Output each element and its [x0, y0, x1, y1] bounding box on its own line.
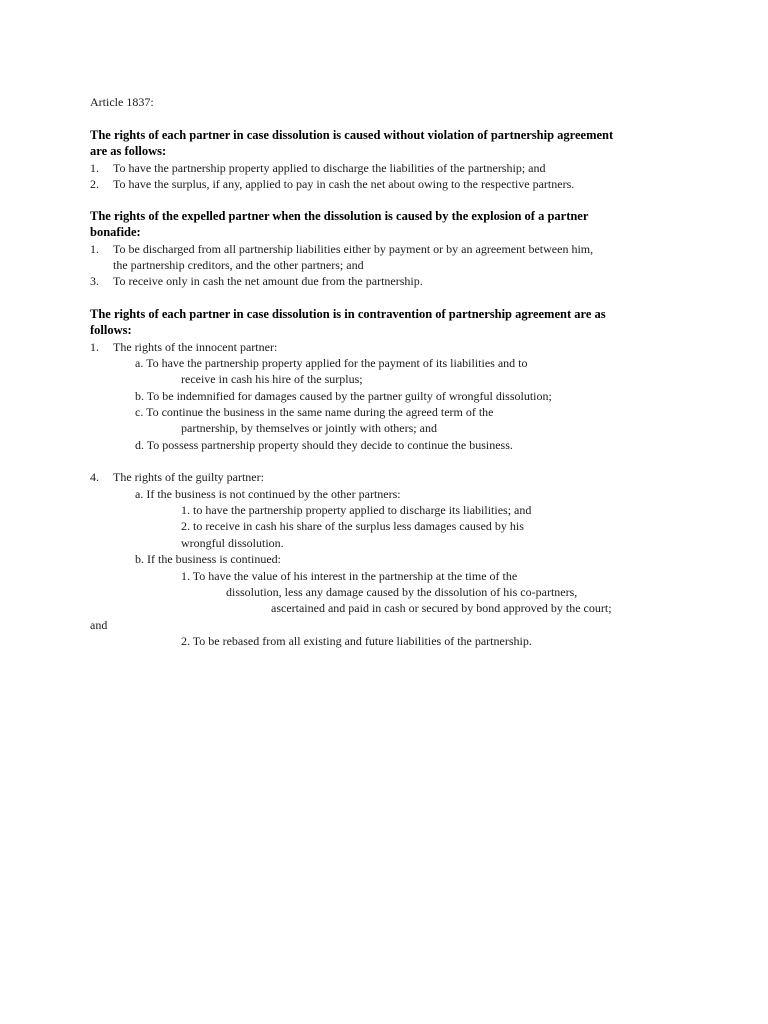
guilty-item-a-1: 1. to have the partnership property applied to discharge its liabilities; and: [181, 503, 532, 517]
guilty-item-b-2: 2. To be rebased from all existing and future liabilities of the partnership.: [181, 634, 532, 648]
innocent-item-c-line1: c. To continue the business in the same name during the agreed term of the: [135, 405, 494, 419]
innocent-partner-number: 1.: [90, 340, 99, 354]
section1-heading-line1: The rights of each partner in case dissolution is caused without violation of partnership agreement: [90, 128, 614, 142]
guilty-item-b-1-line1: 1. To have the value of his interest in the partnership at the time of the: [181, 569, 518, 583]
innocent-item-d: d. To possess partnership property should they decide to continue the business.: [135, 438, 513, 452]
innocent-item-c-line2: partnership, by themselves or jointly with others; and: [181, 421, 437, 435]
section2-heading-line2: bonafide:: [90, 225, 141, 239]
section2-item-1-number: 1.: [90, 242, 99, 256]
innocent-item-b: b. To be indemnified for damages caused by the partner guilty of wrongful dissolution;: [135, 389, 552, 403]
section2-item-3-number: 3.: [90, 274, 99, 288]
guilty-item-b-1-line3: ascertained and paid in cash or secured by bond approved by the court;: [271, 601, 612, 615]
guilty-item-a: a. If the business is not continued by the other partners:: [135, 487, 401, 501]
guilty-item-a-2-line2: wrongful dissolution.: [181, 536, 284, 550]
innocent-item-a-line2: receive in cash his hire of the surplus;: [181, 372, 363, 386]
section2-item-1-line1: To be discharged from all partnership liabilities either by payment or by an agreement between him,: [113, 242, 594, 256]
and-word: and: [90, 618, 108, 632]
section2-item-1-line2: the partnership creditors, and the other partners; and: [113, 258, 364, 272]
innocent-partner-label: The rights of the innocent partner:: [113, 340, 278, 354]
section3-heading-line2: follows:: [90, 323, 132, 337]
guilty-item-b: b. If the business is continued:: [135, 552, 281, 566]
section1-item-1-number: 1.: [90, 161, 99, 175]
guilty-item-a-2-line1: 2. to receive in cash his share of the surplus less damages caused by his: [181, 519, 524, 533]
article-title: Article 1837:: [90, 95, 154, 109]
section1-item-2-text: To have the surplus, if any, applied to pay in cash the net about owing to the respective partners.: [113, 177, 575, 191]
guilty-partner-label: The rights of the guilty partner:: [113, 470, 264, 484]
section2-item-3-text: To receive only in cash the net amount due from the partnership.: [113, 274, 423, 288]
guilty-item-b-1-line2: dissolution, less any damage caused by the dissolution of his co-partners,: [226, 585, 578, 599]
guilty-partner-number: 4.: [90, 470, 99, 484]
section2-heading-line1: The rights of the expelled partner when the dissolution is caused by the explosion of a partner: [90, 209, 589, 223]
section1-heading-line2: are as follows:: [90, 144, 167, 158]
innocent-item-a-line1: a. To have the partnership property applied for the payment of its liabilities and to: [135, 356, 528, 370]
section1-item-1-text: To have the partnership property applied to discharge the liabilities of the partnership; and: [113, 161, 546, 175]
section1-item-2-number: 2.: [90, 177, 99, 191]
section3-heading-line1: The rights of each partner in case dissolution is in contravention of partnership agreement are as: [90, 307, 606, 321]
